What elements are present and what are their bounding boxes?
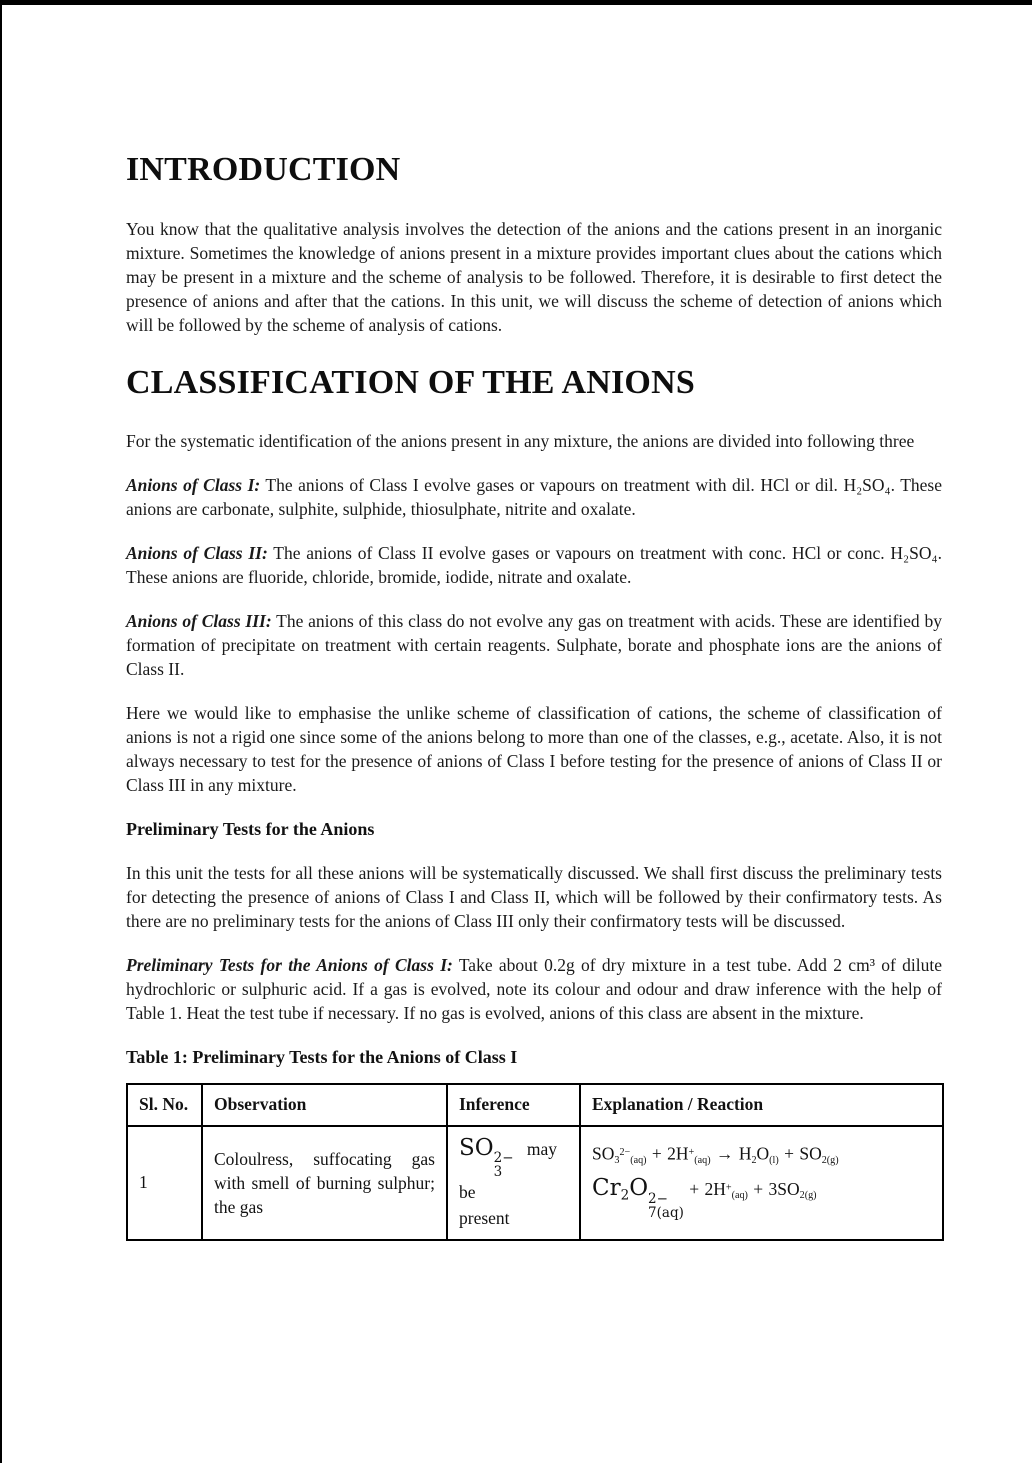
introduction-heading: INTRODUCTION bbox=[126, 151, 401, 188]
classification-heading: CLASSIFICATION OF THE ANIONS bbox=[126, 363, 695, 401]
cell-sl-no: 1 bbox=[127, 1126, 202, 1241]
cell-inference: SO 2− 3 may be present bbox=[447, 1126, 580, 1241]
prelim-class1-text: Take about 0.2g of dry mixture in a test tube. Add 2 cm³ of dilute hydrochloric or sulphuric acid. If a gas is evolved, note its colour and odour and draw inference with the help of Table 1. Heat the test tube if necessary. If no gas is evolved, anions of this class are absent in the mixture. bbox=[126, 954, 942, 1023]
prelim-class1-paragraph bbox=[126, 953, 942, 1025]
reaction-line-1: $SO_3^{2-}_{(aq)} + 2H^+_{(aq)} \to H_2O_{(l)} + SO_{2(g)}$ bbox=[592, 1143, 839, 1166]
page-left-border bbox=[0, 0, 2, 1463]
class2-paragraph bbox=[126, 541, 942, 589]
preliminary-tests-table bbox=[126, 1083, 944, 1242]
preliminary-tests-heading: Preliminary Tests for the Anions bbox=[126, 818, 375, 839]
class1-paragraph bbox=[126, 473, 942, 521]
class3-text: The anions of this class do not evolve any gas on treatment with acids. These are identified by formation of precipitate on treatment with certain reagents. Sulphate, borate and phosphate ions are the anions of Class II. bbox=[126, 610, 942, 679]
cell-observation: Coloulress, suffocating gas with smell of burning sulphur; the gas bbox=[202, 1126, 447, 1241]
class1-text: The anions of Class I evolve gases or vapours on treatment with dil. HCl or dil. H₂SO₄. These anions are carbonate, sulphite, sulphide, thiosulphate, nitrite and oxalate. bbox=[126, 474, 943, 519]
class2-lead: Anions of Class II: bbox=[126, 542, 268, 563]
header-explanation: Explanation / Reaction bbox=[580, 1084, 943, 1126]
page-content bbox=[126, 0, 942, 1241]
table-caption: Table 1: Preliminary Tests for the Anions of Class I bbox=[126, 1046, 518, 1067]
introduction-paragraph: You know that the qualitative analysis involves the detection of the anions and the cations present in an inorganic mixture. Sometimes the knowledge of anions present in a mixture provides important clues about the cations which may be present in a mixture and the scheme of analysis to be followed. Therefore, it is desirable to first detect the presence of anions and after that the cations. In this unit, we will discuss the scheme of detection of anions which will be followed by the scheme of analysis of cations. bbox=[126, 218, 942, 335]
class1-lead: Anions of Class I: bbox=[126, 474, 261, 495]
table-header-row bbox=[127, 1084, 943, 1126]
header-observation: Observation bbox=[202, 1084, 447, 1126]
prelim-class1-lead: Preliminary Tests for the Anions of Class I: bbox=[126, 954, 453, 975]
reaction-line-2: $Cr_2O$ 2− 7(aq) + $2H^+_{(aq)} + 3SO_{2(g)}$ bbox=[592, 1175, 817, 1222]
class3-paragraph bbox=[126, 609, 942, 681]
header-sl-no: Sl. No. bbox=[127, 1084, 202, 1126]
table-row bbox=[127, 1126, 943, 1241]
preliminary-tests-paragraph: In this unit the tests for all these anions will be systematically discussed. We shall first discuss the preliminary tests for detecting the presence of anions of Class I and Class II, which will be followed by their confirmatory tests. As there are no preliminary tests for the anions of Class III only their confirmatory tests will be discussed. bbox=[126, 862, 942, 931]
cell-explanation bbox=[580, 1126, 943, 1241]
header-inference: Inference bbox=[447, 1084, 580, 1126]
classification-intro-paragraph: For the systematic identification of the anions present in any mixture, the anions are divided into following three bbox=[126, 430, 915, 451]
emphasis-paragraph: Here we would like to emphasise the unlike scheme of classification of cations, the scheme of classification of anions is not a rigid one since some of the anions belong to more than one of the classes, e.g., acetate. Also, it is not always necessary to test for the presence of anions of Class I before testing for the presence of anions of Class II or Class III in any mixture. bbox=[126, 702, 942, 795]
class2-text: The anions of Class II evolve gases or vapours on treatment with conc. HCl or conc. H₂SO₄. These anions are fluoride, chloride, bromide, iodide, nitrate and oxalate. bbox=[126, 542, 942, 587]
class3-lead: Anions of Class III: bbox=[126, 610, 272, 631]
